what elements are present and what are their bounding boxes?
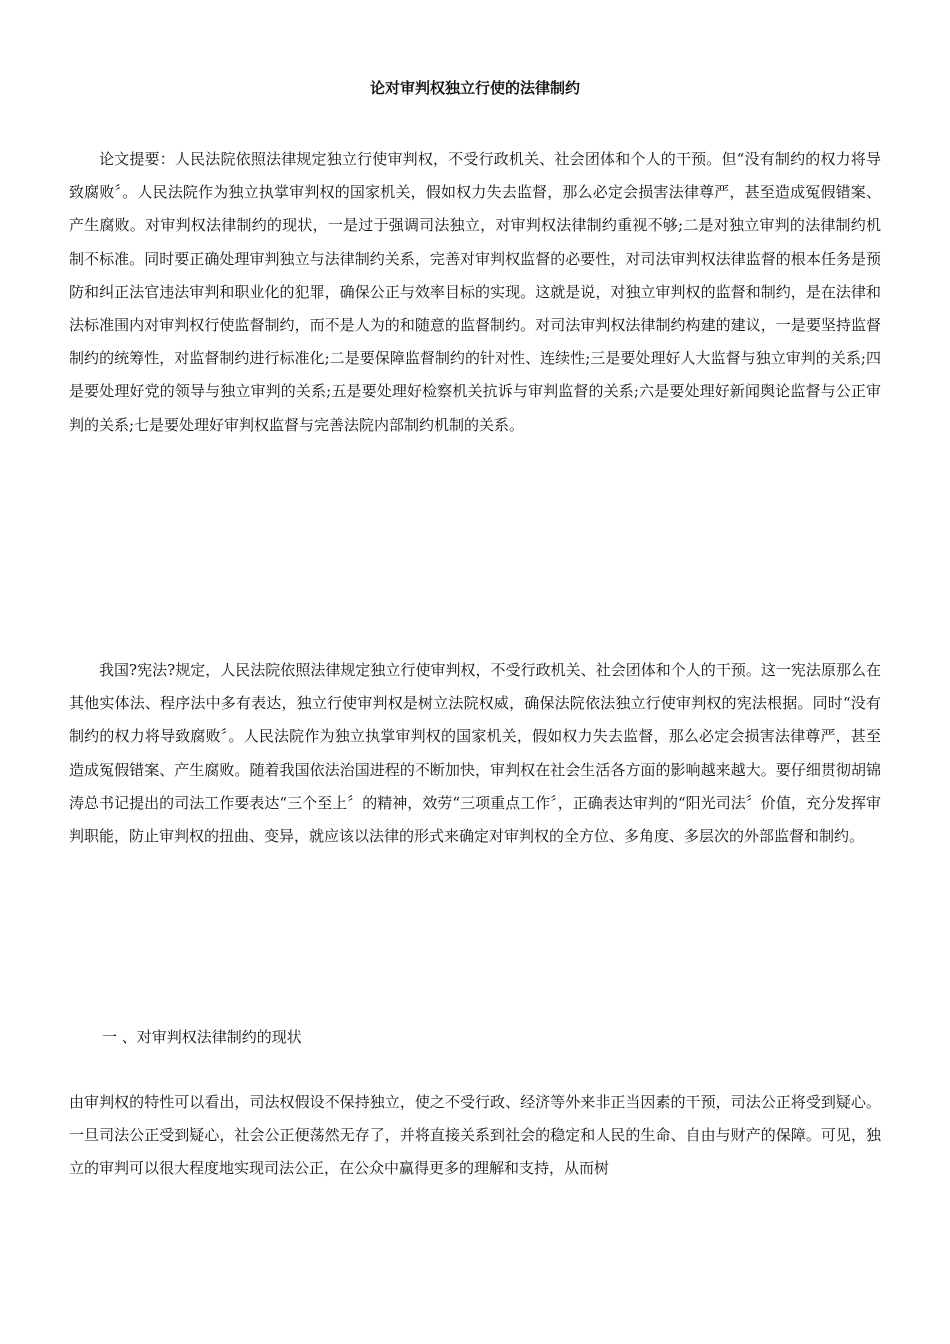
abstract-paragraph: 论文提要：人民法院依照法律规定独立行使审判权，不受行政机关、社会团体和个人的干预。但“没有制约的权力将导致腐败〞。人民法院作为独立执掌审判权的国家机关，假如权力失去监督，那么必定会损害法律尊严，甚至造成冤假错案、产生腐败。对审判权法律制约的现状，一是过于强调司法独立，对审判权法律制约重视不够;二是对独立审判的法律制约机制不标准。同时要正确处理审判独立与法律制约关系，完善对审判权监督的必要性，对司法审判权法律监督的根本任务是预防和纠正法官违法审判和职业化的犯罪，确保公正与效率目标的实现。这就是说，对独立审判权的监督和制约，是在法律和法标准围内对审判权行使监督制约，而不是人为的和随意的监督制约。对司法审判权法律制约构建的建议，一是要坚持监督制约的统筹性，对监督制约进行标准化;二是要保障监督制约的针对性、连续性;三是要处理好人大监督与独立审判的关系;四是要处理好党的领导与独立审判的关系;五是要处理好检察机关抗诉与审判监督的关系;六是要处理好新闻舆论监督与公正审判的关系;七是要处理好审判权监督与完善法院内部制约机制的关系。 bbox=[69, 150, 881, 434]
section-heading: 一 、对审判权法律制约的现状 bbox=[102, 1028, 302, 1046]
body-paragraph: 由审判权的特性可以看出，司法权假设不保持独立，使之不受行政、经济等外来非正当因素的干预，司法公正将受到疑心。一旦司法公正受到疑心，社会公正便荡然无存了，并将直接关系到社会的稳定和人民的生命、自由与财产的保障。可见，独立的审判可以很大程度地实现司法公正，在公众中赢得更多的理解和支持，从而树 bbox=[69, 1093, 881, 1178]
constitution-paragraph: 我国?宪法?规定，人民法院依照法律规定独立行使审判权，不受行政机关、社会团体和个人的干预。这一宪法原那么在其他实体法、程序法中多有表达，独立行使审判权是树立法院权威，确保法院依法独立行使审判权的宪法根据。同时“没有制约的权力将导致腐败〞。人民法院作为独立执掌审判权的国家机关，假如权力失去监督，那么必定会损害法律尊严，甚至造成冤假错案、产生腐败。随着我国依法治国进程的不断加快，审判权在社会生活各方面的影响越来越大。要仔细贯彻胡锦涛总书记提出的司法工作要表达“三个至上〞的精神，效劳“三项重点工作〞，正确表达审判的“阳光司法〞价值，充分发挥审判职能，防止审判权的扭曲、变异，就应该以法律的形式来确定对审判权的全方位、多角度、多层次的外部监督和制约。 bbox=[69, 661, 881, 846]
document-title: 论对审判权独立行使的法律制约 bbox=[369, 79, 580, 97]
